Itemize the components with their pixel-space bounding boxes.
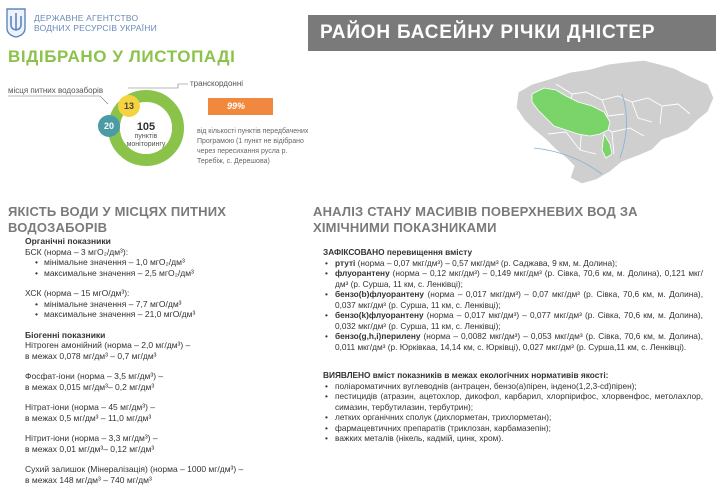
no2-range: в межах 0,01 мг/дм³– 0,12 мг/дм³ [25,443,155,454]
exceed-values: (норма – 0,017 мкг/дм³) – 0,07 мкг/дм³ (р. Сівка, 70,6 км, м. Долина), 0,037 мкг/дм³ (р. Сурша, 11 км, с. Ленківці); [335,289,703,310]
hsk-norm: ХСК (норма – 15 мгО/дм³): [25,288,130,298]
found-item: • важких металів (нікель, кадмій, цинк, хром). [323,433,703,444]
exceed-substance: бензо(k)флуорантену [335,310,424,320]
no2-norm: Нітрит-іони (норма – 3,3 мг/дм³) – [25,433,158,443]
exceed-substance: флуорантену [335,268,390,278]
exceed-list [323,258,703,353]
found-item: • фармацевтичних препаратів (триклозан, карбамазепін); [323,423,703,434]
analysis-details [323,247,703,444]
drinking-intake-label: місця питних водозаборів [8,86,104,95]
found-item: • летких органічних сполук (дихлорметан, трихлорметан); [323,412,703,423]
exceed-item [323,331,703,352]
bsk-norm: БСК (норма – 3 мгО₂/дм³): [25,246,129,257]
page-title: РАЙОН БАСЕЙНУ РІЧКИ ДНІСТЕР [320,22,656,43]
nh4-norm: Нітроген амонійний (норма – 2,0 мг/дм³) – [25,340,191,350]
exceed-values: (норма – 0,07 мкг/дм³) – 0,57 мкг/дм³ (р. Саджава, 9 км, м. Долина); [355,257,618,268]
exceed-values: (норма – 0,12 мкг/дм³) – 0,149 мкг/дм³ (р. Сівка, 70,6 км, м. Долина), 0,121 мкг/дм³ (р. Сурша, 11 км, с. Ленківці); [335,268,703,289]
organic-title: Органічні показники [25,236,111,246]
found-list [323,381,703,444]
donut-center-label-2: моніторингу [126,141,166,148]
agency-name-line1: ДЕРЖАВНЕ АГЕНТСТВО [34,13,139,23]
biogenic-title: Біогенні показники [25,329,106,340]
selected-heading: ВІДІБРАНО У ЛИСТОПАДІ [8,47,236,66]
quality-heading: ЯКІСТЬ ВОДИ У МІСЦЯХ ПИТНИХ ВОДОЗАБОРІВ [8,204,227,235]
donut-center-value: 105 [136,121,156,133]
dry-residue-range: в межах 148 мг/дм³ – 740 мг/дм³ [25,474,152,485]
transboundary-count-circle [118,95,140,117]
exceed-title: ЗАФІКСОВАНО перевищення вмісту [323,247,473,257]
found-title: ВИЯВЛЕНО вміст показників в межах екологічних нормативів якості: [323,370,609,380]
exceed-values: (норма – 0,017 мкг/дм³) – 0,077 мкг/дм³ (р. Сівка, 70,6 км, м. Долина), 0,032 мкг/дм³ (р. Сурша, 11 км, с. Ленківці); [335,310,703,331]
po4-norm: Фосфат-іони (норма – 3,5 мг/дм³) – [25,371,164,381]
exceed-values: (норма – 0,0082 мкг/дм³) – 0,053 мкг/дм³ (р. Сівка, 70,6 км, м. Долина), 0,011 мкг/дм³ (р. Юрківкаа, 14,14 км, с. Юрківці), 0,027 мкг/дм³ (р. Сурша,11 км, с. Ленківці). [335,331,703,352]
bsk-min: • мінімальне значення – 1,0 мгО₂/дм³ [35,257,285,268]
hsk-max: • максимальне значення – 21,0 мгО/дм³ [35,309,285,320]
no3-range: в межах 0,5 мг/дм³ – 11,0 мг/дм³ [25,412,152,423]
selection-note: від кількості пунктів передбачених Програмою (1 пункт не відібрано через пересихання русла р. Теребіж, с. Дерешова) [197,128,309,165]
drinking-count-circle [98,115,120,137]
transboundary-count: 13 [123,101,134,111]
hsk-min: • мінімальне значення – 7,7 мгО/дм³ [35,299,285,310]
quality-details [25,236,285,485]
no3-norm: Нітрат-іони (норма – 45 мг/дм³) – [25,402,156,412]
nh4-range: в межах 0,078 мг/дм³ – 0,7 мг/дм³ [25,350,157,361]
transboundary-label: транскордонні [190,79,244,88]
exceed-substance: бензо(b)флуорантену [335,289,425,299]
exceed-substance: ртуті [335,257,356,268]
percent-value: 99% [227,101,246,111]
percent-bar [208,98,273,115]
exceed-item [323,258,703,269]
bsk-max: • максимальне значення – 2,5 мгО₂/дм³ [35,268,285,279]
found-item: • пестицидів (атразин, ацетохлор, дикофол, карбарил, хлорпірифос, хлорвенфос, метолахлор, симазин, тербутилазин, тербутрин); [323,391,703,412]
found-item: • поліароматичних вуглеводнів (антрацен, бензо(а)пірен, індено(1,2,3-cd)пірен); [323,381,703,392]
exceed-item [323,268,703,289]
exceed-item [323,289,703,310]
exceed-item [323,310,703,331]
analysis-heading: АНАЛІЗ СТАНУ МАСИВІВ ПОВЕРХНЕВИХ ВОД ЗА ХІМІЧНИМИ ПОКАЗНИКАМИ [313,204,638,235]
po4-range: в межах 0,015 мг/дм³– 0,2 мг/дм³ [25,381,155,392]
exceed-substance: бензо(g,h,i)перилену [335,331,421,341]
drinking-count: 20 [103,121,114,131]
agency-name-line2: ВОДНИХ РЕСУРСІВ УКРАЇНИ [34,23,157,33]
dry-residue-norm: Сухий залишок (Мінералізація) (норма – 1000 мг/дм³) – [25,464,244,474]
donut-center-label-1: пунктів [134,133,158,140]
